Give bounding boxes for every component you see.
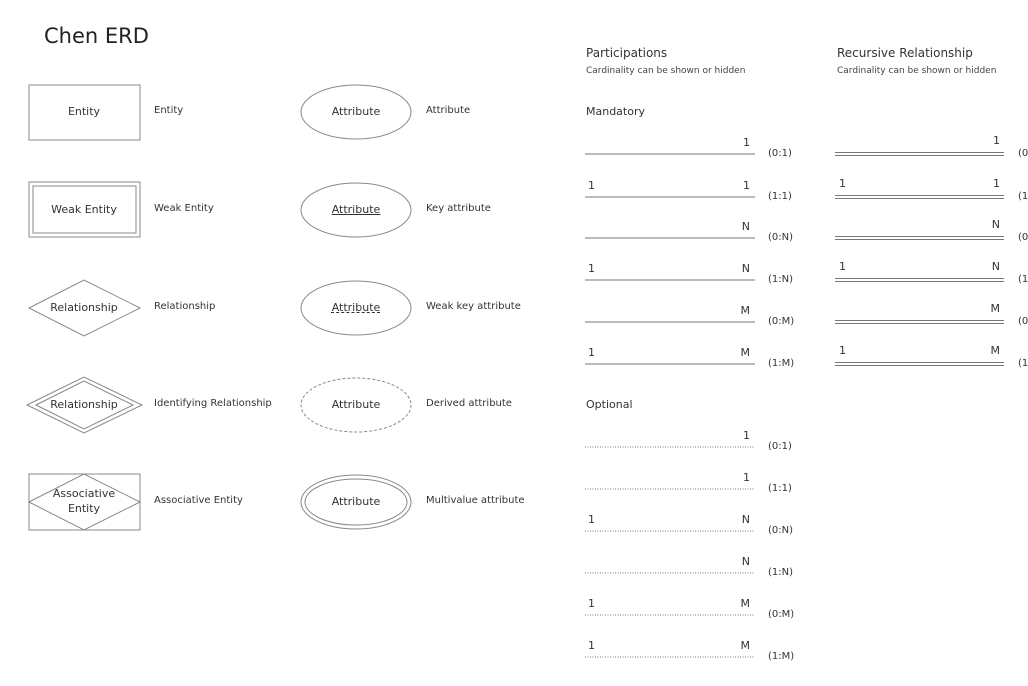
mandatory-cardinality-5: (1:M): [768, 358, 795, 369]
attribute-label-3: Attribute: [331, 398, 381, 411]
mandatory-left-5: 1: [588, 346, 595, 359]
shape-description-2: Relationship: [154, 301, 216, 312]
optional-cardinality-3: (1:N): [768, 567, 794, 578]
recursive-cardinality-0: (0: [1018, 148, 1028, 159]
optional-right-3: N: [741, 555, 750, 568]
mandatory-right-5: M: [740, 346, 750, 359]
shape-label-3: Relationship: [50, 398, 118, 411]
recursive-left-1: 1: [839, 177, 846, 190]
mandatory-right-1: 1: [743, 179, 750, 192]
recursive-right-2: N: [991, 218, 1000, 231]
shape-label-1: Weak Entity: [51, 203, 117, 216]
recursive-cardinality-5: (1: [1018, 358, 1028, 369]
optional-cardinality-1: (1:1): [768, 483, 792, 494]
recursive-right-0: 1: [993, 134, 1000, 147]
optional-left-5: 1: [588, 639, 595, 652]
optional-title: Optional: [586, 398, 633, 411]
participations-title: Participations: [586, 46, 668, 60]
mandatory-right-3: N: [741, 262, 750, 275]
attribute-label-1: Attribute: [331, 203, 381, 216]
shape-label-2: Relationship: [50, 301, 118, 314]
optional-right-0: 1: [743, 429, 750, 442]
mandatory-right-0: 1: [743, 136, 750, 149]
recursive-cardinality-3: (1: [1018, 274, 1028, 285]
recursive-subtitle: Cardinality can be shown or hidden: [837, 66, 997, 76]
optional-cardinality-4: (0:M): [768, 609, 795, 620]
attribute-label-2: Attribute: [331, 301, 381, 314]
mandatory-left-1: 1: [588, 179, 595, 192]
optional-left-2: 1: [588, 513, 595, 526]
recursive-cardinality-2: (0: [1018, 232, 1028, 243]
recursive-cardinality-1: (1: [1018, 191, 1028, 202]
attribute-description-2: Weak key attribute: [426, 301, 521, 312]
participations-subtitle: Cardinality can be shown or hidden: [586, 66, 746, 76]
recursive-title: Recursive Relationship: [837, 46, 973, 60]
mandatory-right-2: N: [741, 220, 750, 233]
shape-description-0: Entity: [154, 105, 184, 116]
mandatory-cardinality-1: (1:1): [768, 191, 792, 202]
optional-right-2: N: [741, 513, 750, 526]
recursive-cardinality-4: (0: [1018, 316, 1028, 327]
shape-label-0: Entity: [67, 105, 101, 118]
attribute-description-1: Key attribute: [426, 203, 491, 214]
recursive-left-5: 1: [839, 344, 846, 357]
recursive-right-3: N: [991, 260, 1000, 273]
optional-right-5: M: [740, 639, 750, 652]
attribute-label-4: Attribute: [331, 495, 381, 508]
optional-cardinality-5: (1:M): [768, 651, 795, 662]
optional-right-1: 1: [743, 471, 750, 484]
mandatory-cardinality-4: (0:M): [768, 316, 795, 327]
attribute-description-0: Attribute: [426, 105, 471, 116]
shape-description-4: Associative Entity: [154, 495, 243, 506]
associative-entity-label: Associative Entity: [52, 487, 116, 515]
mandatory-cardinality-3: (1:N): [768, 274, 794, 285]
optional-left-4: 1: [588, 597, 595, 610]
page-title: Chen ERD: [44, 24, 149, 48]
optional-right-4: M: [740, 597, 750, 610]
recursive-left-3: 1: [839, 260, 846, 273]
attribute-label-0: Attribute: [331, 105, 381, 118]
recursive-right-4: M: [990, 302, 1000, 315]
mandatory-cardinality-0: (0:1): [768, 148, 792, 159]
recursive-right-5: M: [990, 344, 1000, 357]
mandatory-left-3: 1: [588, 262, 595, 275]
recursive-right-1: 1: [993, 177, 1000, 190]
shape-description-3: Identifying Relationship: [154, 398, 272, 409]
mandatory-title: Mandatory: [586, 105, 646, 118]
attribute-description-4: Multivalue attribute: [426, 495, 525, 506]
attribute-description-3: Derived attribute: [426, 398, 512, 409]
mandatory-cardinality-2: (0:N): [768, 232, 794, 243]
mandatory-right-4: M: [740, 304, 750, 317]
optional-cardinality-0: (0:1): [768, 441, 792, 452]
optional-cardinality-2: (0:N): [768, 525, 794, 536]
shape-description-1: Weak Entity: [154, 203, 214, 214]
